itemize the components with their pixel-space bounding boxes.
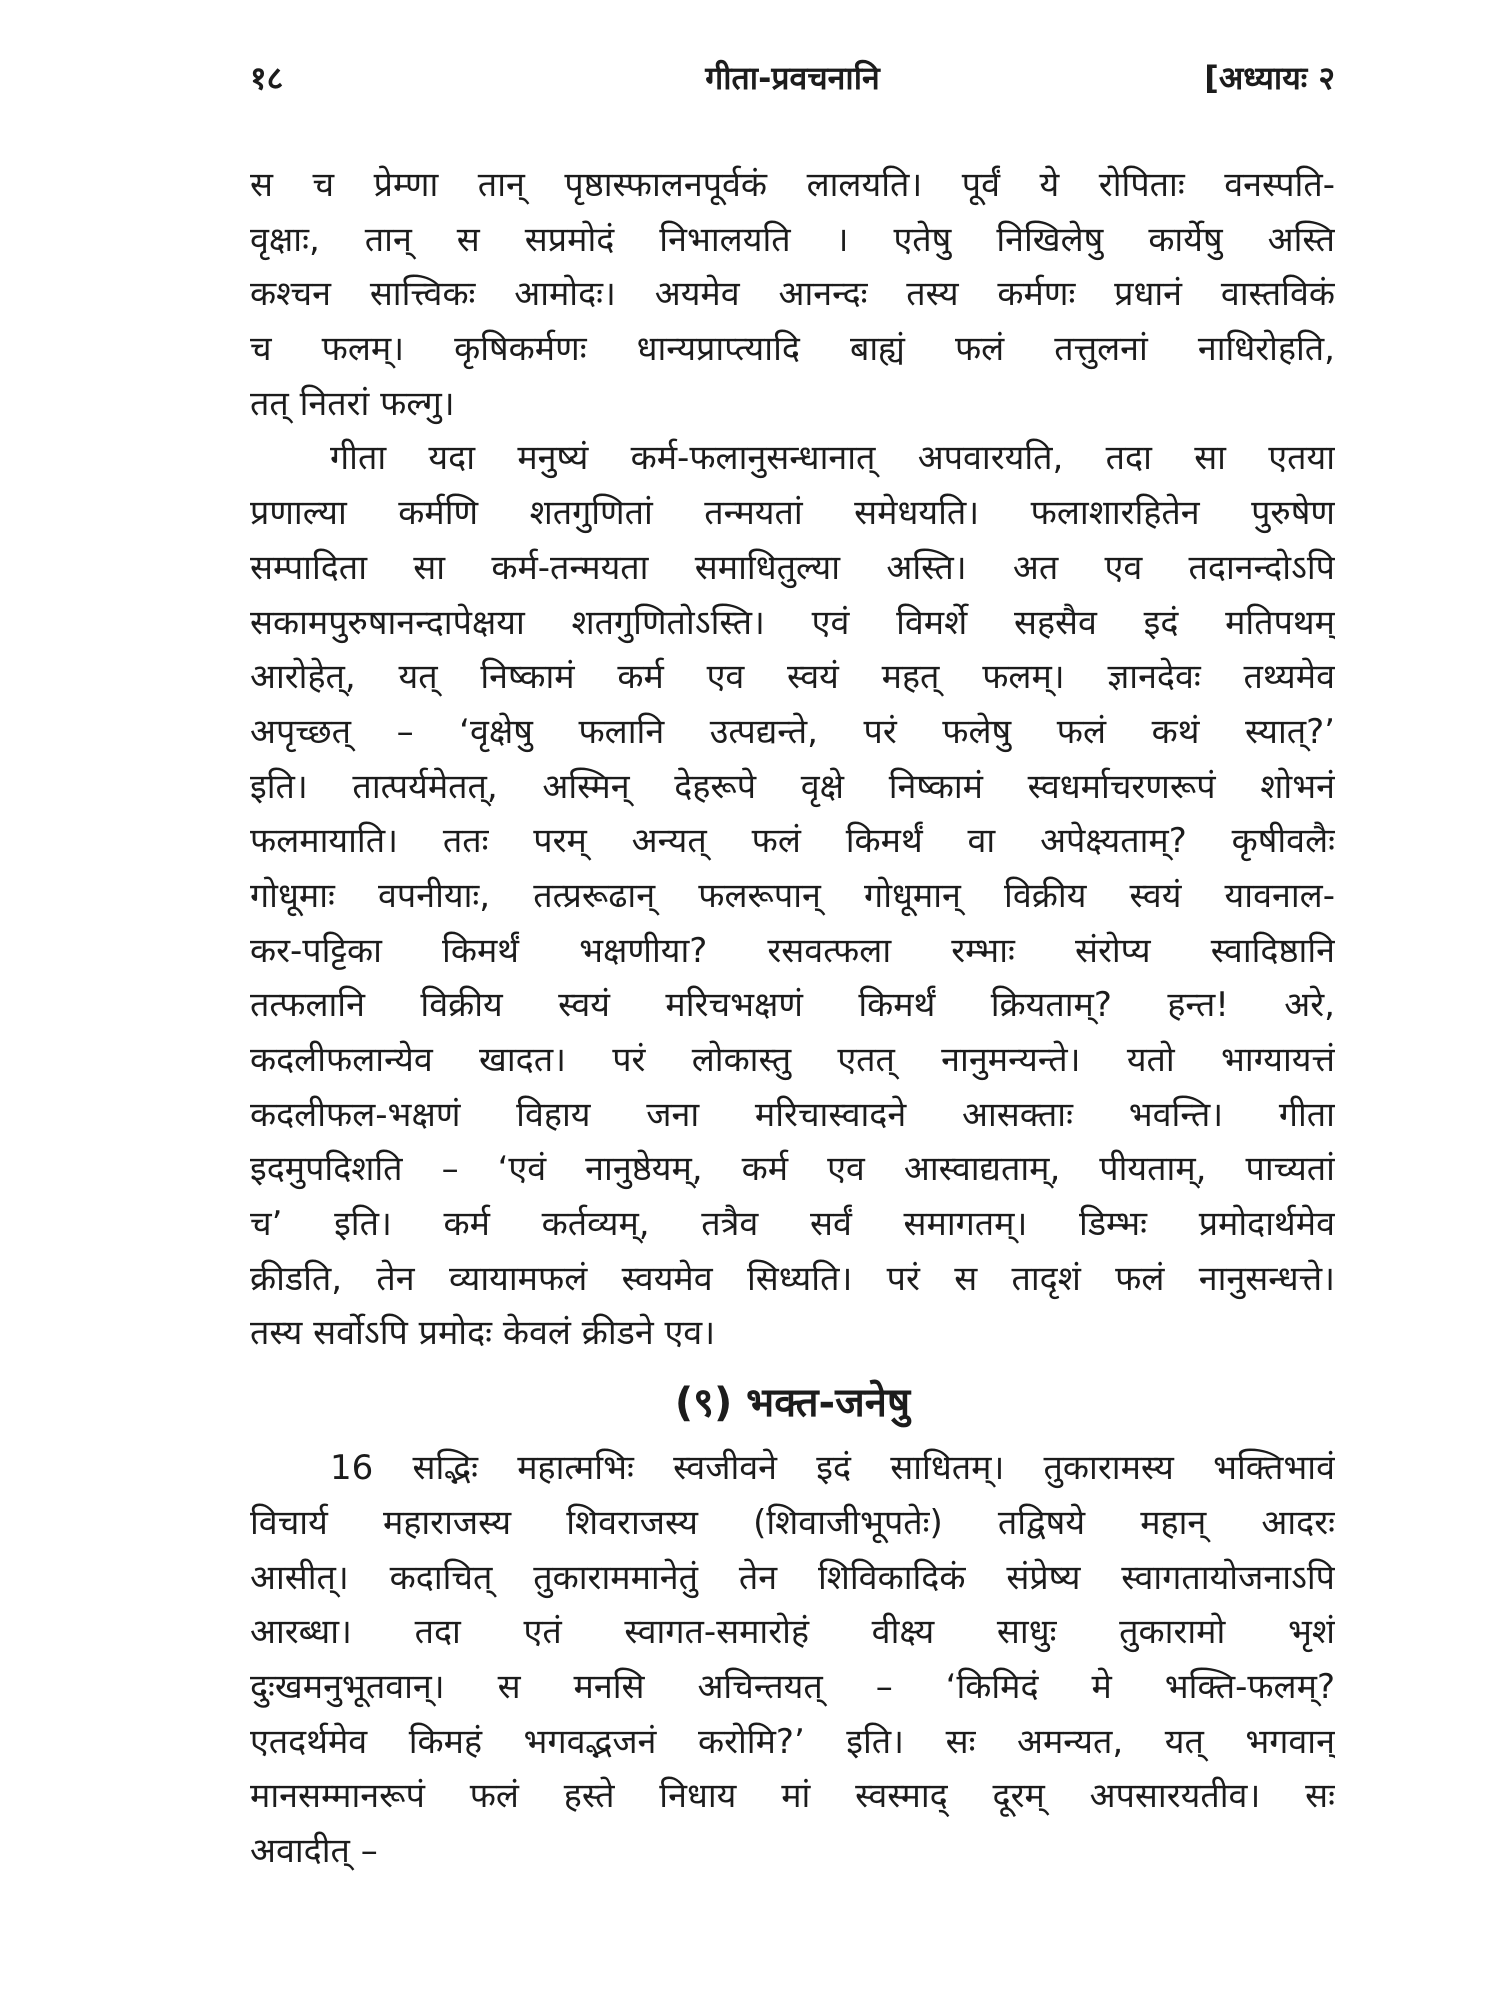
- text-line: आसीत्। कदाचित् तुकाराममानेतुं तेन शिविकादिकं संप्रेष्य स्वागतायोजनाऽपि: [250, 1557, 1335, 1598]
- text-line: अपृच्छत् – ‘वृक्षेषु फलानि उत्पद्यन्ते, परं फलेषु फलं कथं स्यात्?’: [250, 711, 1335, 752]
- paragraph-2: [250, 431, 1335, 1361]
- text-line: च’ इति। कर्म कर्तव्यम्, तत्रैव सर्वं समागतम्। डिम्भः प्रमोदार्थमेव: [250, 1204, 1335, 1245]
- text-line: प्रणाल्या कर्मणि शतगुणितां तन्मयतां समेधयति। फलाशारहितेन पुरुषेण: [250, 493, 1335, 534]
- text-line: आरब्धा। तदा एतं स्वागत-समारोहं वीक्ष्य साधुः तुकारामो भृशं: [250, 1612, 1335, 1653]
- text-line: अवादीत् –: [250, 1830, 378, 1871]
- page-header: [250, 50, 1335, 110]
- text-line: सकामपुरुषानन्दापेक्षया शतगुणितोऽस्ति। एवं विमर्शे सहसैव इदं मतिपथम्: [250, 602, 1335, 643]
- chapter-label: [अध्यायः २: [1204, 59, 1335, 97]
- text-line: गीता यदा मनुष्यं कर्म-फलानुसन्धानात् अपवारयति, तदा सा एतया: [330, 438, 1335, 479]
- text-line: आरोहेत्, यत् निष्कामं कर्म एव स्वयं महत् फलम्। ज्ञानदेवः तथ्यमेव: [250, 657, 1335, 698]
- text-line: तत् नितरां फल्गु।: [250, 383, 455, 424]
- text-line: सम्पादिता सा कर्म-तन्मयता समाधितुल्या अस्ति। अत एव तदानन्दोऽपि: [250, 547, 1335, 588]
- section-heading: (९) भक्त-जनेषु: [674, 1380, 911, 1427]
- text-line: कदलीफलान्येव खादत। परं लोकास्तु एतत् नानुमन्यन्ते। यतो भाग्यायत्तं: [250, 1040, 1335, 1080]
- text-line: च फलम्। कृषिकर्मणः धान्यप्राप्त्यादि बाह्यं फलं तत्तुलनां नाधिरोहति,: [250, 329, 1335, 370]
- paragraph-3: [250, 1441, 1335, 1879]
- text-line: मानसम्मानरूपं फलं हस्ते निधाय मां स्वस्माद् दूरम् अपसारयतीव। सः: [250, 1776, 1335, 1817]
- text-line: कश्चन सात्त्विकः आमोदः। अयमेव आनन्दः तस्य कर्मणः प्रधानं वास्तविकं: [250, 274, 1335, 315]
- text-line: इति। तात्पर्यमेतत्, अस्मिन् देहरूपे वृक्षे निष्कामं स्वधर्माचरणरूपं शोभनं: [250, 766, 1335, 807]
- text-line: तस्य सर्वोऽपि प्रमोदः केवलं क्रीडने एव।: [250, 1313, 716, 1354]
- text-line: विचार्य महाराजस्य शिवराजस्य (शिवाजीभूपतेः) तद्विषये महान् आदरः: [250, 1502, 1335, 1543]
- running-title: गीता-प्रवचनानि: [705, 59, 880, 97]
- page-number: १८: [250, 59, 284, 97]
- text-line: एतदर्थमेव किमहं भगवद्भजनं करोमि?’ इति। सः अमन्यत, यत् भगवान्: [250, 1721, 1335, 1762]
- body-text: [250, 158, 1335, 1879]
- text-line: दुःखमनुभूतवान्। स मनसि अचिन्तयत् – ‘किमिदं मे भक्ति-फलम्?: [250, 1666, 1335, 1707]
- text-line: इदमुपदिशति – ‘एवं नानुष्ठेयम्, कर्म एव आस्वाद्यताम्, पीयताम्, पाच्यतां: [250, 1149, 1335, 1190]
- text-line: 16 सद्भिः महात्मभिः स्वजीवने इदं साधितम्। तुकारामस्य भक्तिभावं: [330, 1448, 1335, 1489]
- text-line: क्रीडति, तेन व्यायामफलं स्वयमेव सिध्यति। परं स तादृशं फलं नानुसन्धत्ते।: [250, 1258, 1335, 1299]
- text-line: स च प्रेम्णा तान् पृष्ठास्फालनपूर्वकं लालयति। पूर्वं ये रोपिताः वनस्पति-: [250, 165, 1335, 205]
- paragraph-1: [250, 158, 1335, 431]
- text-line: फलमायाति। ततः परम् अन्यत् फलं किमर्थं वा अपेक्ष्यताम्? कृषीवलैः: [250, 821, 1335, 862]
- text-line: कर-पट्टिका किमर्थं भक्षणीया? रसवत्फला रम्भाः संरोप्य स्वादिष्ठानि: [250, 930, 1335, 971]
- text-line: गोधूमाः वपनीयाः, तत्प्ररूढान् फलरूपान् गोधूमान् विक्रीय स्वयं यावनाल-: [250, 875, 1335, 916]
- text-line: तत्फलानि विक्रीय स्वयं मरिचभक्षणं किमर्थं क्रियताम्? हन्त! अरे,: [250, 985, 1335, 1026]
- text-line: कदलीफल-भक्षणं विहाय जना मरिचास्वादने आसक्ताः भवन्ति। गीता: [250, 1094, 1335, 1135]
- text-line: वृक्षाः, तान् स सप्रमोदं निभालयति । एतेषु निखिलेषु कार्येषु अस्ति: [250, 219, 1335, 260]
